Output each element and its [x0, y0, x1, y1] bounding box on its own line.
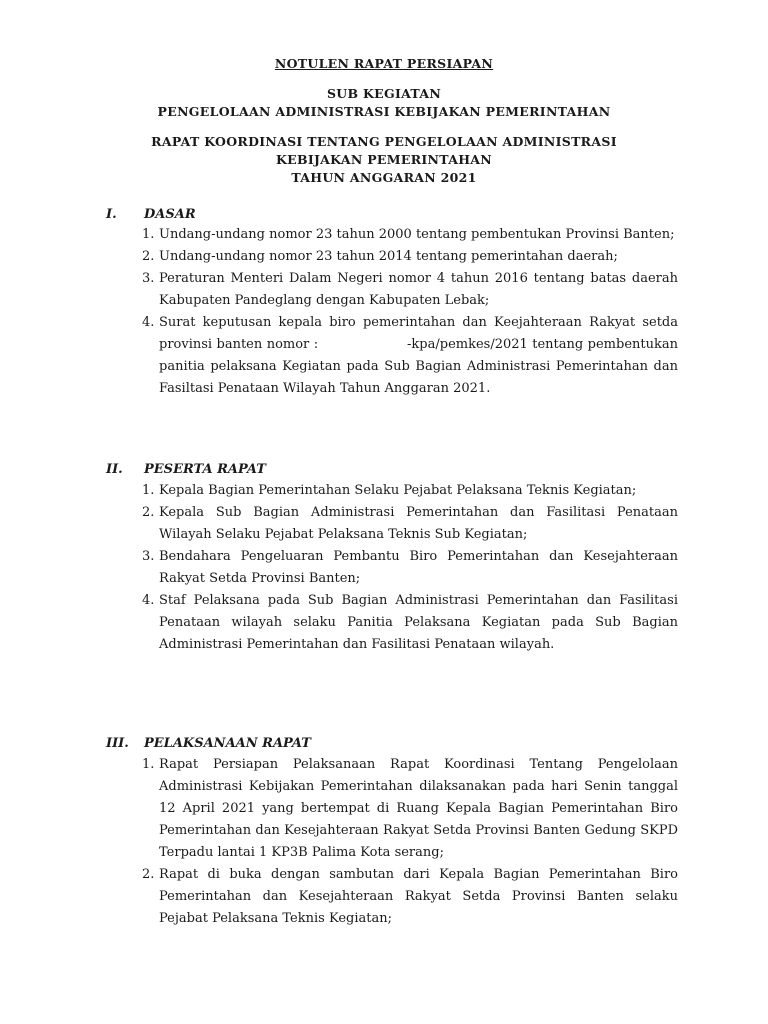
list-item-text: Rapat di buka dengan sambutan dari Kepala Bagian Pemerintahan Biro Pemerintahan dan Kesejahteraan Rakyat Setda Provinsi Banten selaku Pejabat Pelaksana Teknis Kegiatan; — [159, 867, 678, 926]
subtitle-meeting-line1: RAPAT KOORDINASI TENTANG PENGELOLAAN ADMINISTRASI — [151, 134, 617, 149]
subtitle-activity-name: PENGELOLAAN ADMINISTRASI KEBIJAKAN PEMERINTAHAN — [157, 104, 611, 119]
list-item-number: 3. — [142, 549, 155, 564]
list-item-text: Undang-undang nomor 23 tahun 2014 tentang pemerintahan daerah; — [159, 249, 618, 264]
list-item — [142, 590, 678, 656]
list-item-text: Bendahara Pengeluaran Pembantu Biro Pemerintahan dan Kesejahteraan Rakyat Setda Provinsi Banten; — [159, 549, 678, 586]
list-item-text: Rapat Persiapan Pelaksanaan Rapat Koordinasi Tentang Pengelolaan Administrasi Kebijakan Pemerintahan dilaksanakan pada hari Senin tanggal 12 April 2021 yang bertempat di Ruang Kepala Bagian Pemerintahan Biro Pemerintahan dan Kesejahteraan Rakyat Setda Provinsi Banten Gedung SKPD Terpadu lantai 1 KP3B Palima Kota serang; — [159, 757, 678, 860]
list-item-number: 2. — [142, 249, 155, 264]
list-item-number: 3. — [142, 271, 155, 286]
section-number: III. — [106, 736, 129, 751]
list-item — [142, 246, 678, 268]
section-list-pelaksanaan — [142, 754, 678, 930]
list-item-text: Surat keputusan kepala biro pemerintahan dan Keejahteraan Rakyat setda provinsi banten nomor : -kpa/pemkes/2021 tentang pembentukan panitia pelaksana Kegiatan pada Sub Bagian Administrasi Pemerintahan dan Fasiltasi Penataan Wilayah Tahun Anggaran 2021. — [159, 315, 683, 396]
list-item — [142, 546, 678, 590]
list-item-text: Undang-undang nomor 23 tahun 2000 tentang pembentukan Provinsi Banten; — [159, 227, 675, 242]
title-block — [0, 56, 768, 186]
list-item-number: 1. — [142, 757, 155, 772]
list-item — [142, 224, 678, 246]
subtitle-meeting-line2: KEBIJAKAN PEMERINTAHAN — [275, 152, 493, 167]
section-list-dasar — [142, 224, 683, 400]
list-item-number: 2. — [142, 505, 155, 520]
section-title: DASAR — [144, 207, 196, 222]
section-title: PELAKSANAAN RAPAT — [144, 736, 311, 751]
section-list-peserta — [142, 480, 678, 656]
subtitle-fiscal-year: TAHUN ANGGARAN 2021 — [291, 170, 477, 185]
list-item — [142, 268, 678, 312]
section-heading-dasar — [106, 207, 196, 222]
list-item-number: 1. — [142, 227, 155, 242]
list-item — [142, 312, 683, 400]
list-item-text: Kepala Sub Bagian Administrasi Pemerintahan dan Fasilitasi Penataan Wilayah Selaku Pejabat Pelaksana Teknis Sub Kegiatan; — [159, 505, 678, 542]
list-item — [142, 864, 678, 930]
list-item-number: 1. — [142, 483, 155, 498]
section-heading-peserta — [106, 462, 266, 477]
section-heading-pelaksanaan — [106, 736, 311, 751]
section-number: II. — [106, 462, 123, 477]
list-item-text: Staf Pelaksana pada Sub Bagian Administrasi Pemerintahan dan Fasilitasi Penataan wilayah selaku Panitia Pelaksana Kegiatan pada Sub Bagian Administrasi Pemerintahan dan Fasilitasi Penataan wilayah. — [159, 593, 678, 652]
list-item-number: 2. — [142, 867, 155, 882]
subtitle-sub-kegiatan: SUB KEGIATAN — [326, 86, 442, 101]
document-title: NOTULEN RAPAT PERSIAPAN — [274, 56, 494, 71]
list-item-text: Peraturan Menteri Dalam Negeri nomor 4 tahun 2016 tentang batas daerah Kabupaten Pandeglang dengan Kabupaten Lebak; — [159, 271, 678, 308]
list-item — [142, 480, 678, 502]
section-title: PESERTA RAPAT — [144, 462, 266, 477]
section-number: I. — [106, 207, 117, 222]
list-item — [142, 754, 678, 864]
list-item-number: 4. — [142, 593, 155, 608]
list-item-text: Kepala Bagian Pemerintahan Selaku Pejabat Pelaksana Teknis Kegiatan; — [159, 483, 637, 498]
list-item — [142, 502, 678, 546]
list-item-number: 4. — [142, 315, 155, 330]
